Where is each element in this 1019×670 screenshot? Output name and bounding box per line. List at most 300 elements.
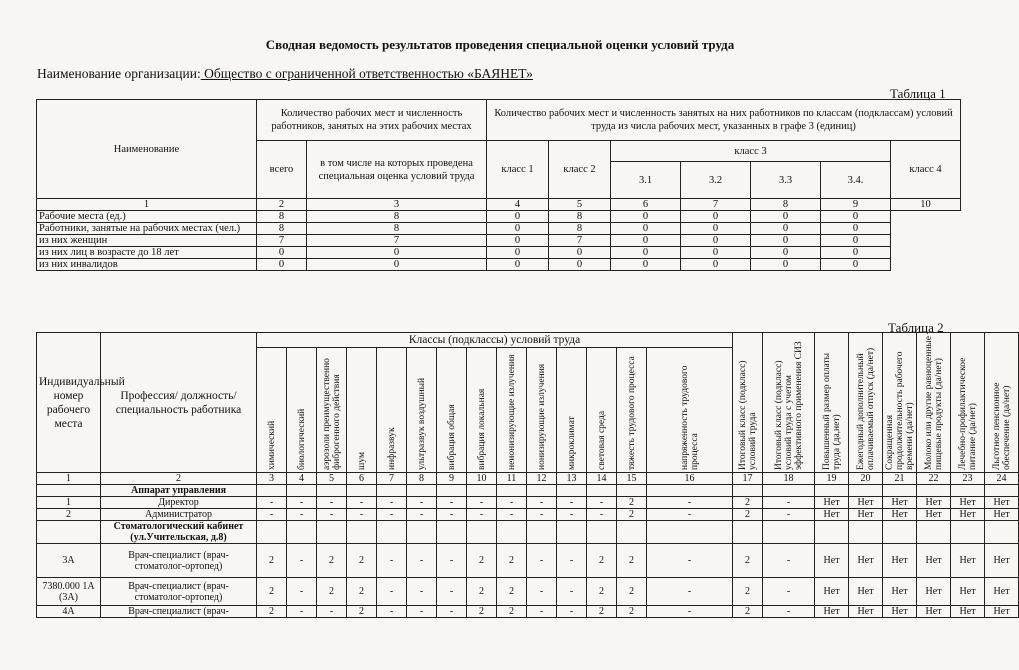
t2-header-result-text: Ежегодный дополнительный оплачиваемый отпуск (да/нет) [855,347,876,470]
t2-colnum: 10 [467,473,497,485]
t2-cell: - [257,497,287,509]
t2-section-title: Стоматологический кабинет (ул.Учительская, д.8) [101,521,257,544]
t1-cell: 0 [611,223,681,235]
t2-cell: 2 [733,544,763,578]
t2-empty [347,485,377,497]
t2-cell: - [587,497,617,509]
t2-empty [317,521,347,544]
t1-cell: 0 [751,211,821,223]
t2-section-row [37,521,1019,544]
t2-cell: - [377,544,407,578]
t2-cell: Нет [917,578,951,606]
t1-header-3-3: 3.3 [751,162,821,199]
t1-colnum: 4 [487,199,549,211]
t2-header-result [733,333,763,473]
t2-cell: - [377,497,407,509]
t2-cell: - [557,606,587,618]
t2-colnum: 11 [497,473,527,485]
t2-cell: - [287,578,317,606]
t1-colnum-row [37,199,961,211]
t2-cell: Нет [883,578,917,606]
t2-cell: Нет [985,544,1019,578]
t2-row-profession: Врач-специалист (врач-стоматолог-ортопед) [101,578,257,606]
t2-cell: - [317,497,347,509]
t1-header-class3: класс 3 [611,141,891,162]
t1-colnum: 8 [751,199,821,211]
t2-cell: 2 [317,578,347,606]
t2-factor-text: инфразвук [386,427,397,470]
t1-cell: 0 [487,211,549,223]
t2-factor-header [497,348,527,473]
t2-factor-header [377,348,407,473]
t2-colnum: 7 [377,473,407,485]
t2-empty [647,521,733,544]
t2-cell: Нет [951,578,985,606]
t2-cell: - [347,509,377,521]
t2-row [37,544,1019,578]
t2-empty [377,521,407,544]
t2-colnum: 2 [101,473,257,485]
t2-empty [763,521,815,544]
t1-cell: 0 [611,259,681,271]
t2-cell: - [527,544,557,578]
t2-cell: Нет [917,509,951,521]
t2-cell: Нет [951,509,985,521]
t2-cell: - [763,497,815,509]
t2-empty [815,521,849,544]
t2-factor-text: напряженность трудового процесса [679,365,700,470]
t2-cell: Нет [883,544,917,578]
t2-colnum: 15 [617,473,647,485]
t2-empty [849,485,883,497]
t2-factor-header [287,348,317,473]
t2-cell: - [527,606,557,618]
t1-cell: 0 [487,223,549,235]
t1-row-name: Рабочие места (ед.) [37,211,257,223]
t2-cell: Нет [917,606,951,618]
t2-header-result-text: Молоко или другие равноценные пищевые продукты (да/нет) [923,335,944,470]
t2-cell: 2 [347,544,377,578]
t2-factor-text: химический [266,420,277,470]
t1-cell: 0 [821,223,891,235]
t1-colnum: 7 [681,199,751,211]
t2-factor-header [647,348,733,473]
t2-cell: 2 [467,606,497,618]
t2-cell: 2 [257,544,287,578]
t2-factor-text: световая среда [596,410,607,470]
t1-cell: 0 [751,235,821,247]
t2-factor-text: биологический [296,408,307,470]
table2-label: Таблица 2 [888,320,944,335]
t1-colnum: 5 [549,199,611,211]
t2-factor-text: вибрация локальная [476,388,487,470]
t2-factor-header [467,348,497,473]
t2-colnum: 8 [407,473,437,485]
t2-factor-text: шум [356,452,367,470]
t2-cell: Нет [985,578,1019,606]
t2-cell: - [763,606,815,618]
t2-colnum: 21 [883,473,917,485]
t2-cell: 2 [497,544,527,578]
t1-header-3-4: 3.4. [821,162,891,199]
t2-cell: 2 [467,578,497,606]
t2-cell: 2 [317,544,347,578]
t2-row-id: 3А [37,544,101,578]
summary-table [36,99,961,271]
t2-empty [37,485,101,497]
t1-cell: 0 [681,211,751,223]
t2-cell: 2 [347,578,377,606]
t2-header-result [849,333,883,473]
t2-empty [497,521,527,544]
t2-cell: 2 [733,606,763,618]
t2-cell: Нет [951,544,985,578]
t2-cell: - [527,497,557,509]
t2-row-profession: Директор [101,497,257,509]
t2-cell: Нет [849,509,883,521]
t2-header-profession: Профессия/ должность/ специальность работника [101,333,257,473]
t2-cell: Нет [815,544,849,578]
t1-colnum: 9 [821,199,891,211]
t1-cell: 0 [307,259,487,271]
t1-colnum: 3 [307,199,487,211]
t2-cell: - [437,578,467,606]
t2-cell: Нет [985,497,1019,509]
t2-cell: - [497,497,527,509]
t1-row [37,211,961,223]
t2-cell: - [647,497,733,509]
t2-cell: 2 [733,578,763,606]
t2-empty [527,485,557,497]
t1-header-class2: класс 2 [549,141,611,199]
t1-colnum: 2 [257,199,307,211]
t1-colnum: 1 [37,199,257,211]
t2-empty [407,485,437,497]
table1-label: Таблица 1 [890,86,946,101]
t2-header-result [883,333,917,473]
t2-factor-text: ионизирующие излучения [536,363,547,470]
t2-empty [917,521,951,544]
t2-cell: - [437,606,467,618]
t1-cell: 0 [821,235,891,247]
t1-cell: 0 [611,247,681,259]
t2-header-id: Индивидуальный номер рабочего места [37,333,101,473]
t2-cell: Нет [815,578,849,606]
t2-cell: - [557,497,587,509]
t2-cell: - [437,509,467,521]
t2-empty [257,521,287,544]
t2-cell: - [647,578,733,606]
t2-header-result-text: Итоговый класс (подкласс) условий труда с учетом эффективного применения СИЗ [773,341,804,470]
t2-cell: - [317,606,347,618]
t2-empty [587,485,617,497]
t2-factor-header [527,348,557,473]
t1-row-name: из них инвалидов [37,259,257,271]
t2-factor-text: тяжесть трудового процесса [626,356,637,470]
t1-colnum: 6 [611,199,681,211]
t2-empty [985,521,1019,544]
t1-cell: 0 [751,247,821,259]
t2-empty [557,521,587,544]
t2-empty [985,485,1019,497]
t2-row [37,497,1019,509]
t2-cell: - [407,578,437,606]
t1-cell: 8 [549,211,611,223]
t2-empty [883,521,917,544]
t2-factor-header [557,348,587,473]
document-title: Сводная ведомость результатов проведения специальной оценки условий труда [265,37,735,52]
t2-header-result [985,333,1019,473]
t2-cell: - [347,497,377,509]
t1-cell: 0 [611,235,681,247]
t2-colnum: 20 [849,473,883,485]
t2-empty [763,485,815,497]
t2-factor-header [347,348,377,473]
t2-empty [733,485,763,497]
t2-empty [257,485,287,497]
t2-header-result-text: Льготное пенсионное обеспечение (да/нет) [991,382,1012,470]
t2-row-profession: Администратор [101,509,257,521]
t2-factor-header [437,348,467,473]
t1-header-name: Наименование [37,100,257,199]
t2-cell: - [287,497,317,509]
t2-factor-text: ультразвук воздушный [416,377,427,470]
t2-cell: Нет [985,509,1019,521]
t2-cell: 2 [617,544,647,578]
t2-empty [917,485,951,497]
t1-header-group-a: Количество рабочих мест и численность работников, занятых на этих рабочих местах [257,100,487,141]
t1-cell: 7 [549,235,611,247]
t1-cell: 0 [751,223,821,235]
t2-row [37,606,1019,618]
t2-empty [467,485,497,497]
workplace-table [36,332,1019,618]
t2-empty [437,521,467,544]
t2-cell: - [407,509,437,521]
t1-cell: 0 [681,235,751,247]
t2-cell: - [527,578,557,606]
organization-line [37,66,533,82]
t2-colnum: 16 [647,473,733,485]
t2-row [37,509,1019,521]
t2-colnum: 13 [557,473,587,485]
t2-cell: 2 [617,509,647,521]
t1-cell: 0 [821,211,891,223]
t1-cell: 0 [487,235,549,247]
t2-cell: - [287,544,317,578]
t2-row-id: 1 [37,497,101,509]
t2-header-result [815,333,849,473]
t2-empty [407,521,437,544]
t2-colnum: 22 [917,473,951,485]
organization-name: Общество с ограниченной ответственностью «БАЯНЕТ» [200,66,533,81]
t2-cell: - [557,578,587,606]
t2-cell: Нет [917,497,951,509]
t1-cell: 7 [257,235,307,247]
t2-cell: - [763,578,815,606]
t2-colnum: 17 [733,473,763,485]
t1-cell: 8 [549,223,611,235]
t1-cell: 8 [257,223,307,235]
t2-factor-header [407,348,437,473]
t2-colnum: 18 [763,473,815,485]
t2-cell: Нет [849,497,883,509]
t2-colnum: 24 [985,473,1019,485]
t2-colnum: 12 [527,473,557,485]
t2-cell: Нет [951,606,985,618]
t2-empty [437,485,467,497]
t1-cell: 8 [307,211,487,223]
t2-section-title: Аппарат управления [101,485,257,497]
t2-cell: 2 [587,578,617,606]
t2-empty [617,485,647,497]
t2-header-result [951,333,985,473]
t2-cell: - [437,497,467,509]
t2-empty [951,521,985,544]
t2-cell: - [467,497,497,509]
t1-cell: 8 [307,223,487,235]
t2-cell: 2 [257,606,287,618]
t1-row [37,223,961,235]
t2-cell: 2 [497,606,527,618]
t2-colnum: 1 [37,473,101,485]
t2-colnum: 4 [287,473,317,485]
t2-empty [883,485,917,497]
t2-colnum: 3 [257,473,287,485]
t2-cell: 2 [587,544,617,578]
t1-cell: 0 [487,247,549,259]
t2-cell: - [437,544,467,578]
t2-cell: 2 [733,509,763,521]
t2-empty [951,485,985,497]
t1-row-name: из них женщин [37,235,257,247]
t2-cell: - [763,544,815,578]
t1-row [37,247,961,259]
t2-cell: 2 [617,578,647,606]
t2-cell: Нет [883,606,917,618]
t1-row-name: из них лиц в возрасте до 18 лет [37,247,257,259]
t1-row-name: Работники, занятые на рабочих местах (чел.) [37,223,257,235]
t2-factor-header [257,348,287,473]
t2-cell: - [377,606,407,618]
t2-empty [497,485,527,497]
t2-header-result-text: Сокращенная продолжительность рабочего времени (да/нет) [884,351,915,470]
t2-empty [467,521,497,544]
t1-cell: 7 [307,235,487,247]
t2-cell: - [287,509,317,521]
t1-header-3-2: 3.2 [681,162,751,199]
t2-empty [287,521,317,544]
t1-cell: 0 [307,247,487,259]
t2-row-id: 4А [37,606,101,618]
t2-row-id: 7380.000 1А (3А) [37,578,101,606]
t2-cell: Нет [917,544,951,578]
t2-cell: - [377,509,407,521]
t1-cell: 0 [257,247,307,259]
t2-colnum: 6 [347,473,377,485]
t2-empty [317,485,347,497]
t2-cell: - [467,509,497,521]
t2-empty [815,485,849,497]
t1-header-assessed: в том числе на которых проведена специальная оценка условий труда [307,141,487,199]
t2-empty [587,521,617,544]
t1-header-class1: класс 1 [487,141,549,199]
t2-header-result-text: Лечебно-профилактическое питание (да/нет) [957,357,978,470]
t2-header-result [763,333,815,473]
t1-cell: 0 [821,259,891,271]
t2-cell: - [407,497,437,509]
t2-header-result-text: Повышенный размер оплаты труда (да,нет) [821,352,842,470]
t2-factor-text: микроклимат [566,416,577,470]
t2-cell: Нет [815,509,849,521]
t1-cell: 0 [821,247,891,259]
t2-cell: Нет [815,606,849,618]
t2-factor-header [617,348,647,473]
t2-cell: Нет [883,509,917,521]
t2-factor-header [317,348,347,473]
t2-cell: 2 [347,606,377,618]
t2-header-result [917,333,951,473]
t2-factor-text: неионизирующие излучения [506,354,517,470]
t2-factor-text: вибрация общая [446,404,457,470]
t2-cell: 2 [497,578,527,606]
t2-cell: Нет [815,497,849,509]
t1-cell: 0 [611,211,681,223]
t2-colnum: 5 [317,473,347,485]
t2-empty [377,485,407,497]
t2-empty [647,485,733,497]
t2-cell: - [407,544,437,578]
t2-section-row [37,485,1019,497]
t1-header-total: всего [257,141,307,199]
t2-colnum: 9 [437,473,467,485]
t1-cell: 8 [257,211,307,223]
t2-row-profession: Врач-специалист (врач- [101,606,257,618]
t2-cell: - [587,509,617,521]
t2-cell: 2 [467,544,497,578]
t2-empty [617,521,647,544]
t2-cell: Нет [985,606,1019,618]
t2-cell: Нет [951,497,985,509]
t2-cell: - [257,509,287,521]
t1-header-class4: класс 4 [891,141,961,199]
t1-header-3-1: 3.1 [611,162,681,199]
t2-cell: Нет [849,578,883,606]
t2-cell: - [527,509,557,521]
t1-colnum: 10 [891,199,961,211]
t2-row [37,578,1019,606]
t1-cell: 0 [549,247,611,259]
t1-cell: 0 [487,259,549,271]
t2-row-profession: Врач-специалист (врач-стоматолог-ортопед) [101,544,257,578]
t2-cell: - [647,509,733,521]
t2-colnum: 23 [951,473,985,485]
t2-empty [849,521,883,544]
t2-header-classes: Классы (подклассы) условий труда [257,333,733,348]
t2-empty [733,521,763,544]
t1-row [37,235,961,247]
t1-cell: 0 [681,247,751,259]
t2-header-result-text: Итоговый класс (подкласс) условий труда [737,360,758,470]
t2-cell: - [557,544,587,578]
t2-cell: Нет [883,497,917,509]
t2-cell: 2 [733,497,763,509]
t2-empty [557,485,587,497]
t2-cell: 2 [617,497,647,509]
t2-cell: 2 [257,578,287,606]
t2-empty [527,521,557,544]
t2-cell: 2 [617,606,647,618]
